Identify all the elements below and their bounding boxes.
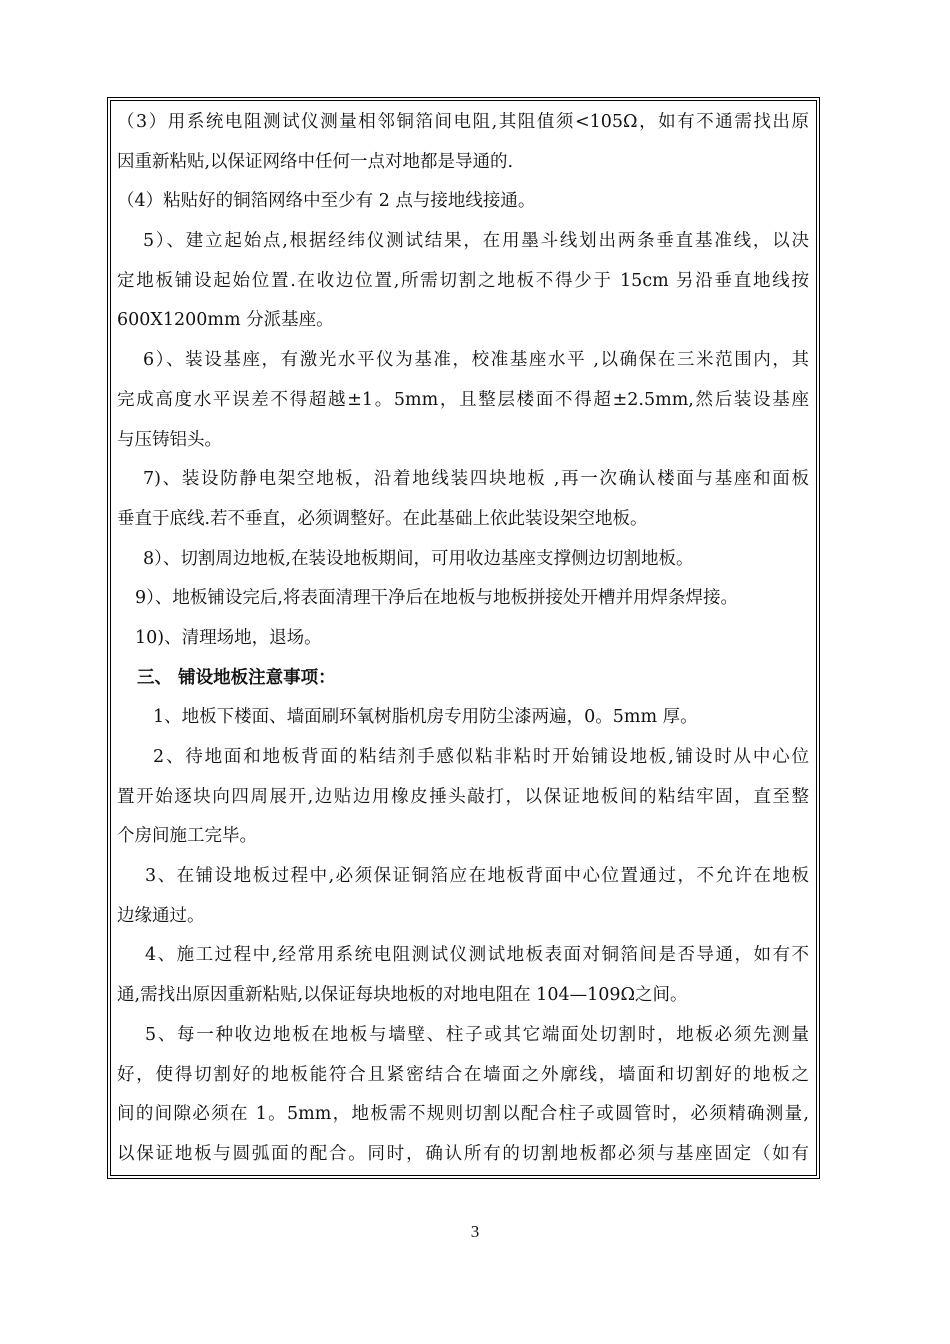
text-line: （3）用系统电阻测试仪测量相邻铜箔间电阻,其阻值须<105Ω，如有不通需找出原 [117, 112, 809, 132]
text-line: 置开始逐块向四周展开,边贴边用橡皮捶头敲打，以保证地板间的粘结牢固，直至整 [117, 786, 809, 807]
text-line: 定地板铺设起始位置.在收边位置,所需切割之地板不得少于 15cm 另沿垂直地线按 [117, 270, 809, 291]
page-number: 3 [470, 1222, 480, 1241]
document-body [117, 103, 809, 1175]
text-line: 4、施工过程中,经常用系统电阻测试仪测试地板表面对铜箔间是否导通，如有不 [145, 945, 809, 966]
text-line: 600X1200mm 分派基座。 [117, 310, 334, 331]
text-line: 8）、切割周边地板,在装设地板期间，可用收边基座支撑侧边切割地板。 [143, 548, 694, 569]
text-line: 3、在铺设地板过程中,必须保证铜箔应在地板背面中心位置通过，不允许在地板 [145, 866, 809, 887]
text-line: 1、地板下楼面、墙面刷环氧树脂机房专用防尘漆两遍，0。5mm 厚。 [153, 707, 698, 728]
text-line: 7)、装设防静电架空地板，沿着地线装四块地板 ,再一次确认楼面与基座和面板 [143, 469, 809, 490]
text-line: 5）、建立起始点,根据经纬仪测试结果，在用墨斗线划出两条垂直基准线，以决 [143, 231, 809, 252]
text-line: 个房间施工完毕。 [117, 826, 257, 847]
text-line: 9）、地板铺设完后,将表面清理干净后在地板与地板拼接处开槽并用焊条焊接。 [135, 588, 738, 609]
text-line: 间的间隙必须在 1。5mm，地板需不规则切割以配合柱子或圆管时，必须精确测量, [117, 1104, 809, 1125]
text-line: 好，使得切割好的地板能符合且紧密结合在墙面之外廓线，墙面和切割好的地板之 [117, 1064, 809, 1085]
text-line: （4）粘贴好的铜箔网络中至少有 2 点与接地线接通。 [117, 191, 536, 212]
text-line: 6）、装设基座，有激光水平仪为基准，校准基座水平 ,以确保在三米范围内，其 [143, 350, 809, 371]
text-line: 垂直于底线.若不垂直，必须调整好。在此基础上依此装设架空地板。 [117, 508, 648, 529]
text-line: 10)、清理场地，退场。 [135, 627, 322, 648]
text-line: 与压铸铝头。 [117, 429, 222, 450]
text-line: 2、待地面和地板背面的粘结剂手感似粘非粘时开始铺设地板,铺设时从中心位 [153, 747, 809, 767]
text-line: 通,需找出原因重新粘贴,以保证每块地板的对地电阻在 104—109Ω之间。 [117, 985, 688, 1006]
text-line: 三、 铺设地板注意事项： [137, 667, 336, 688]
text-line: 边缘通过。 [117, 905, 205, 926]
text-line: 5、每一种收边地板在地板与墙壁、柱子或其它端面处切割时，地板必须先测量 [145, 1024, 809, 1045]
text-line: 完成高度水平误差不得超越±1。5mm，且整层楼面不得超±2.5mm,然后装设基座 [117, 389, 809, 410]
text-line: 以保证地板与圆弧面的配合。同时，确认所有的切割地板都必须与基座固定（如有 [117, 1143, 809, 1164]
text-line: 因重新粘贴,以保证网络中任何一点对地都是导通的. [117, 151, 514, 172]
